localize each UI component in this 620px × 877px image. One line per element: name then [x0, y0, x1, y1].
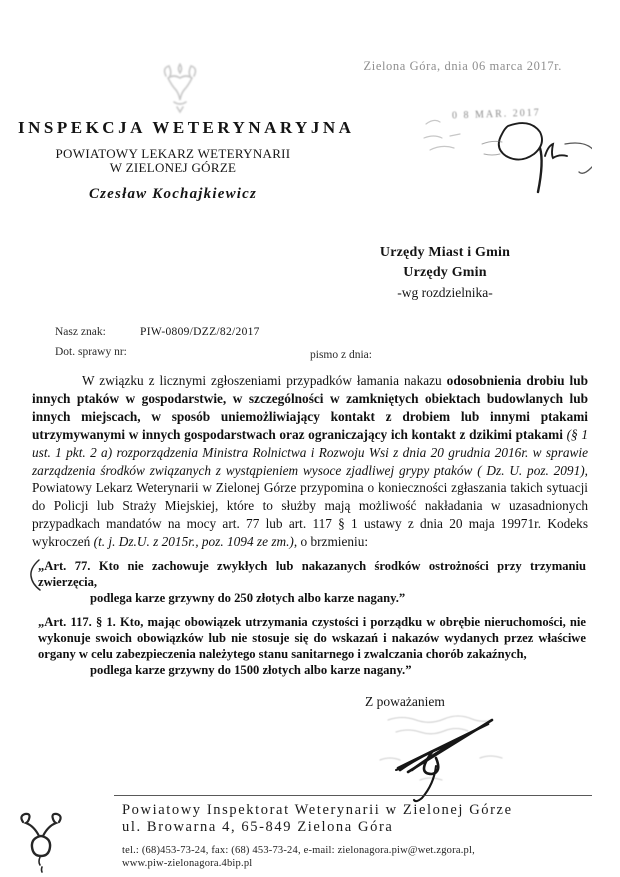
quote-art-77-penalty: podlega karze grzywny do 250 złotych albo karze nagany.” [90, 591, 406, 605]
footer [122, 802, 602, 870]
footer-website: www.piw-zielonagora.4bip.pl [122, 858, 253, 869]
quote-art-77-text: „Art. 77. Kto nie zachowuje zwykłych lub nakazanych środków ostrożności przy trzymaniu zwierzęcia, [38, 559, 586, 589]
office-line-1: POWIATOWY LEKARZ WETERYNARII [55, 146, 291, 161]
office-line-2: W ZIELONEJ GÓRZE [109, 160, 237, 175]
addressee-line-2: Urzędy Gmin [403, 265, 487, 280]
letter-date-label: pismo z dnia: [310, 349, 372, 361]
footer-address: ul. Browarna 4, 65-849 Zielona Góra [122, 819, 394, 835]
letterhead [18, 118, 355, 203]
addressee-line-1: Urzędy Miast i Gmin [379, 245, 511, 260]
our-ref-number: PIW-0809/DZZ/82/2017 [140, 326, 260, 338]
quote-art-117 [38, 614, 586, 678]
footer-divider [114, 795, 592, 796]
our-ref-label: Nasz znak: [55, 326, 106, 338]
body-paragraph: W związku z licznymi zgłoszeniami przypadków łamania nakazu odosobnienia drobiu lub innych ptaków w gospodarstwie, w szczególności w zamkniętych obiektach budowlanych lub innych miejscach, w sposób uniemożliwiający kontakt z drobiem lub innymi ptakami utrzymywanymi w innych gospodarstwach oraz ograniczający ich kontakt z dzikimi ptakami (§ 1 ust. 1 pkt. 2 a) rozporządzenia Ministra Rolnictwa i Rozwoju Wsi z dnia 20 grudnia 2016r. w sprawie zarządzenia środków związanych z wystąpieniem wysoce zjadliwej grypy ptaków ( Dz. U. poz. 2091), Powiatowy Lekarz Weterynarii w Zielonej Górze przypomina o konieczności zgłaszania takich sytuacji do Policji lub Straży Miejskiej, które to służby mają możliwość nakładania w uzasadnionych przypadkach mandatów na mocy art. 77 lub art. 117 § 1 ustawy z dnia 20 maja 19971r. Kodeks wykroczeń (t. j. Dz.U. z 2015r., poz. 1094 ze zm.), o brzmieniu: [32, 373, 588, 550]
quote-art-77 [38, 558, 586, 606]
received-stamp [420, 104, 592, 199]
inspection-title: INSPEKCJA WETERYNARYJNA [18, 118, 355, 137]
quote-art-117-penalty: podlega karze grzywny do 1500 złotych albo karze nagany.” [90, 663, 412, 677]
officer-name: Czesław Kochajkiewicz [88, 186, 258, 202]
addressee-block [320, 243, 570, 303]
quote-art-117-text: „Art. 117. § 1. Kto, mając obowiązek utrzymania czystości i porządku w obrębie nieruchomości, nie wykonuje swoich obowiązków lub nie stosuje się do wskazań i nakazów wydanych przez właściwe organy w celu zabezpieczenia należytego stanu sanitarnego i zwalczania chorób zakaźnych, [38, 615, 586, 661]
footer-contact-line: tel.: (68)453-73-24, fax: (68) 453-73-24, e-mail: zielonagora.piw@wet.zgora.pl, [122, 845, 475, 856]
letter-date: Zielona Góra, dnia 06 marca 2017r. [363, 59, 562, 73]
signature-scribble [360, 708, 530, 803]
footer-org-name: Powiatowy Inspektorat Weterynarii w Zielonej Górze [122, 802, 513, 818]
received-stamp-date: 0 8 MAR. 2017 [451, 107, 541, 122]
eagle-emblem-icon [158, 60, 202, 114]
veterinary-logo-icon [16, 810, 66, 874]
addressee-distribution: -wg rozdzielnika- [397, 285, 493, 300]
case-ref-label: Dot. sprawy nr: [55, 346, 127, 358]
closing-salutation: Z poważaniem [365, 694, 445, 709]
